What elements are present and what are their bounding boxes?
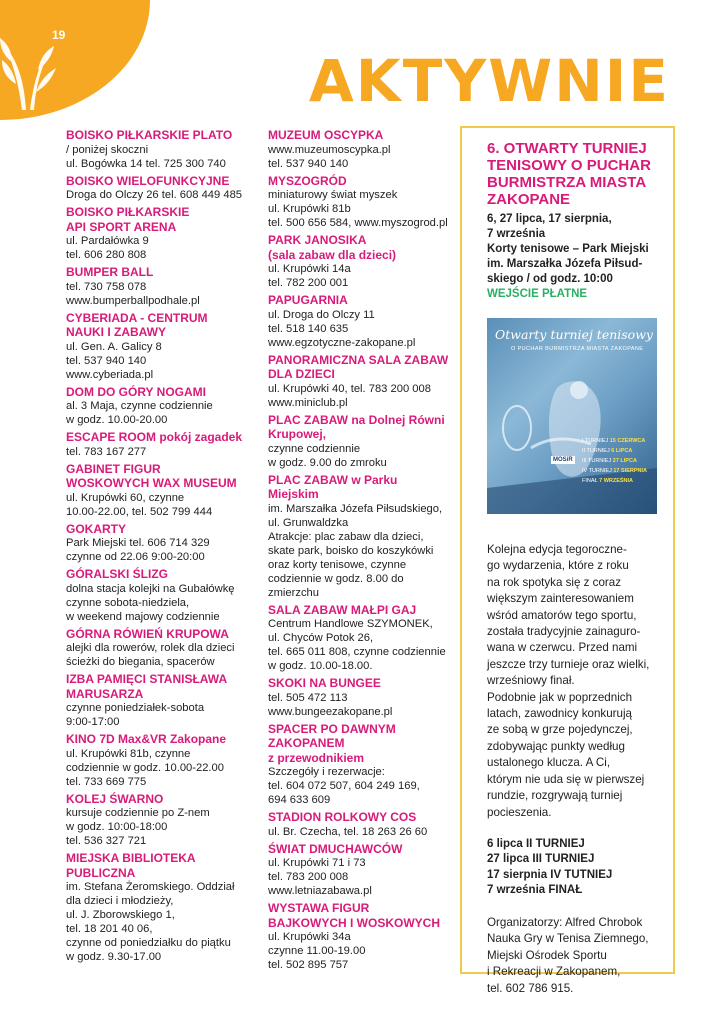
listing-title: BUMPER BALL bbox=[66, 265, 154, 279]
listing-detail: czynne sobota-niedziela, bbox=[66, 596, 190, 609]
listing-title: MUZEUM OSCYPKA bbox=[268, 128, 384, 142]
listing-title: CYBERIADA - CENTRUM bbox=[66, 310, 208, 325]
listing-detail: www.miniclub.pl bbox=[268, 396, 348, 409]
event-organizers bbox=[487, 915, 665, 997]
listing-detail: w godz. 9.30-17.00 bbox=[66, 951, 162, 963]
listing-detail: czynne od 22.06 9:00-20:00 bbox=[66, 551, 205, 563]
tournament-poster bbox=[487, 318, 657, 514]
listing-title: PAPUGARNIA bbox=[268, 293, 348, 307]
listing-title: BOISKO PIŁKARSKIE PLATO bbox=[66, 128, 233, 142]
listing-title: KOLEJ ŚWARNO bbox=[66, 791, 164, 806]
listing-detail: tel. 604 072 507, 604 249 169, bbox=[268, 780, 420, 792]
listing-detail: al. 3 Maja, czynne codziennie bbox=[66, 400, 213, 412]
listing-detail: codziennie w godz. 10.00-22.00 bbox=[66, 761, 224, 774]
listing-entry bbox=[66, 205, 262, 262]
listing-detail: dolna stacja kolejki na Gubałówkę bbox=[66, 582, 235, 595]
listing-entry bbox=[66, 385, 262, 428]
event-detail-line: Korty tenisowe – Park Miejski bbox=[487, 243, 649, 255]
listing-title: WOSKOWYCH WAX MUSEUM bbox=[66, 476, 237, 490]
listing-detail: tel. 783 200 008 bbox=[268, 871, 349, 883]
schedule-line: 17 sierpnia IV TUTNIEJ bbox=[487, 868, 613, 881]
wheat-icon bbox=[0, 0, 150, 120]
description-line: wrześniowy finał. bbox=[487, 674, 575, 688]
listing-entry bbox=[268, 293, 468, 350]
listing-detail: tel. 537 940 140 bbox=[268, 157, 349, 170]
event-detail-line: 6, 27 lipca, 17 sierpnia, bbox=[487, 213, 612, 225]
schedule-line: 7 września FINAŁ bbox=[487, 884, 583, 897]
poster-date-row bbox=[582, 476, 647, 486]
listing-detail: w godz. 10.00-20.00 bbox=[66, 414, 168, 426]
listing-title: STADION ROLKOWY COS bbox=[268, 810, 417, 824]
event-detail-line: skiego / od godz. 10:00 bbox=[487, 273, 613, 285]
schedule-line: 27 lipca III TURNIEJ bbox=[487, 853, 595, 866]
listing-title: KINO 7D Max&VR Zakopane bbox=[66, 732, 227, 746]
poster-title: Otwarty turniej tenisowy bbox=[495, 327, 653, 342]
event-title bbox=[487, 140, 665, 208]
event-title-line: 6. OTWARTY TURNIEJ bbox=[487, 140, 647, 157]
event-detail-line: im. Marszałka Józefa Piłsud- bbox=[487, 258, 643, 270]
listing-title: z przewodnikiem bbox=[268, 750, 365, 765]
listing-detail: w godz. 10.00-18.00. bbox=[268, 660, 373, 672]
listing-detail: ul. J. Zborowskiego 1, bbox=[66, 909, 175, 921]
listing-title: PLAC ZABAW w Parku bbox=[268, 472, 398, 487]
listing-detail: ul. Bogówka 14 tel. 725 300 740 bbox=[66, 157, 226, 170]
schedule-line: 6 lipca II TURNIEJ bbox=[487, 837, 585, 850]
description-line: Kolejna edycja tegoroczne- bbox=[487, 543, 627, 556]
poster-date-label: I TURNIEJ bbox=[581, 438, 609, 444]
listing-entry bbox=[66, 732, 262, 789]
listing-title: BAJKOWYCH I WOSKOWYCH bbox=[268, 915, 440, 930]
listing-entry bbox=[268, 413, 468, 470]
listing-entry bbox=[268, 810, 468, 839]
listing-title: PUBLICZNA bbox=[66, 865, 136, 880]
poster-date-row bbox=[582, 436, 647, 446]
poster-date-row bbox=[582, 456, 647, 466]
listing-detail: ul. Krupówki 71 i 73 bbox=[268, 857, 366, 869]
listing-detail: ul. Krupówki 34a bbox=[268, 931, 351, 943]
listing-title: SKOKI NA BUNGEE bbox=[268, 676, 381, 690]
organizers-line: Miejski Ośrodek Sportu bbox=[487, 948, 607, 962]
listing-entry bbox=[66, 522, 262, 565]
listing-entry bbox=[66, 430, 262, 459]
poster-date-row bbox=[582, 466, 647, 476]
description-line: została tradycyjnie zainaguro- bbox=[487, 625, 641, 639]
listing-entry bbox=[268, 603, 468, 674]
listing-entry bbox=[268, 128, 468, 171]
event-details bbox=[487, 212, 665, 287]
listing-detail: tel. 518 140 635 bbox=[268, 322, 349, 335]
listing-detail: ul. Br. Czecha, tel. 18 263 26 60 bbox=[268, 825, 428, 838]
event-title-line: ZAKOPANE bbox=[487, 191, 571, 208]
event-description bbox=[487, 542, 665, 821]
listing-detail: tel. 733 669 775 bbox=[66, 775, 147, 788]
listing-detail: ul. Chyców Potok 26, bbox=[268, 632, 374, 644]
listing-detail: tel. 606 280 808 bbox=[66, 249, 147, 261]
listing-title: GÓRNA RÓWIEŃ KRUPOWA bbox=[66, 626, 229, 641]
listing-entry bbox=[268, 473, 468, 600]
listing-entry bbox=[66, 265, 262, 308]
listing-detail: www.muzeumoscypka.pl bbox=[268, 143, 391, 156]
listing-title: Miejskim bbox=[268, 487, 319, 501]
event-title-line: BURMISTRZA MIASTA bbox=[487, 174, 647, 191]
description-line: ze sobą w grze pojedynczej, bbox=[487, 723, 633, 737]
listing-detail: ul. Krupówki 81b bbox=[268, 203, 351, 215]
poster-dates bbox=[582, 436, 647, 486]
listing-detail: im. Stefana Żeromskiego. Oddział bbox=[66, 881, 235, 893]
listing-detail: www.egzotyczne-zakopane.pl bbox=[268, 336, 416, 349]
organizers-line: i Rekreacji w Zakopanem, bbox=[487, 965, 621, 979]
listing-title: WYSTAWA FIGUR bbox=[268, 901, 370, 915]
listing-entry bbox=[268, 676, 468, 719]
listing-detail: zmierzchu bbox=[268, 586, 319, 599]
listing-title: PLAC ZABAW na Dolnej Równi bbox=[268, 412, 445, 427]
listing-entry bbox=[66, 174, 262, 203]
listing-title: DLA DZIECI bbox=[268, 367, 335, 381]
listing-detail: kursuje codziennie po Z-nem bbox=[66, 807, 210, 819]
listing-detail: tel. 536 327 721 bbox=[66, 835, 147, 847]
listing-title: PARK JANOSIKA bbox=[268, 233, 367, 247]
event-box bbox=[460, 126, 675, 995]
listing-title: GÓRALSKI ŚLIZG bbox=[66, 567, 168, 581]
listing-title: MARUSARZA bbox=[66, 686, 144, 701]
poster-date-value: 6 LIPCA bbox=[611, 448, 633, 454]
listing-detail: / poniżej skoczni bbox=[66, 143, 149, 156]
listing-entry bbox=[268, 842, 468, 899]
listing-entry bbox=[66, 311, 262, 382]
listing-title: PANORAMICZNA SALA ZABAW bbox=[268, 352, 449, 367]
listing-detail: ul. Gen. A. Galicy 8 bbox=[66, 340, 162, 353]
listing-detail: ul. Krupówki 14a bbox=[268, 263, 351, 275]
listing-title: MYSZOGRÓD bbox=[268, 173, 347, 188]
description-line: większym zainteresowaniem bbox=[487, 592, 634, 606]
description-line: wana w czerwcu. Przed nami bbox=[487, 641, 638, 655]
listing-detail: ul. Krupówki 60, czynne bbox=[66, 491, 185, 504]
listing-title: DOM DO GÓRY NOGAMI bbox=[66, 384, 207, 399]
description-line: pocieszenia. bbox=[487, 805, 552, 819]
listing-title: Krupowej, bbox=[268, 427, 327, 441]
listing-detail: Centrum Handlowe SZYMONEK, bbox=[268, 618, 433, 630]
listing-title: BOISKO WIELOFUNKCYJNE bbox=[66, 173, 230, 188]
listing-detail: 10.00-22.00, tel. 502 799 444 bbox=[66, 505, 213, 518]
listing-title: BOISKO PIŁKARSKIE bbox=[66, 205, 190, 219]
organizers-line: Organizatorzy: Alfred Chrobok bbox=[487, 915, 643, 929]
listing-title: (sala zabaw dla dzieci) bbox=[268, 247, 397, 262]
listing-detail: w godz. 9.00 do zmroku bbox=[268, 456, 387, 469]
listing-detail: www.cyberiada.pl bbox=[66, 368, 154, 381]
listing-title: ŚWIAT DMUCHAWCÓW bbox=[268, 841, 403, 856]
listing-detail: 9:00-17:00 bbox=[66, 716, 120, 728]
listing-detail: im. Marszałka Józefa Piłsudskiego, bbox=[268, 502, 443, 515]
listing-detail: ul. Krupówki 81b, czynne bbox=[66, 747, 191, 760]
listing-entry bbox=[66, 792, 262, 849]
listing-detail: ul. Krupówki 40, tel. 783 200 008 bbox=[268, 382, 431, 395]
listing-detail: oraz korty tenisowe, czynne bbox=[268, 558, 407, 571]
listing-title: GOKARTY bbox=[66, 521, 126, 536]
page-heading: AKTYWNIE bbox=[308, 47, 670, 115]
listing-detail: skate park, boisko do koszykówki bbox=[268, 544, 434, 557]
poster-date-row bbox=[582, 446, 647, 456]
listing-entry bbox=[268, 901, 468, 972]
listing-title: MIEJSKA BIBLIOTEKA bbox=[66, 851, 196, 865]
organizers-line: Nauka Gry w Tenisa Ziemnego, bbox=[487, 932, 649, 946]
listing-detail: Szczegóły i rezerwacje: bbox=[268, 766, 385, 778]
poster-date-label: FINAŁ bbox=[581, 478, 598, 484]
listing-title: ESCAPE ROOM pokój zagadek bbox=[66, 430, 243, 444]
listing-title: IZBA PAMIĘCI STANISŁAWA bbox=[66, 672, 228, 686]
poster-date-value: 17 SIERPNIA bbox=[613, 468, 647, 474]
listing-detail: tel. 782 200 001 bbox=[268, 277, 349, 289]
listing-detail: codziennie w godz. 8.00 do bbox=[268, 572, 404, 585]
listing-detail: czynne poniedziałek-sobota bbox=[66, 702, 205, 714]
poster-subtitle: O PUCHAR BURMISTRZA MIASTA ZAKOPANE bbox=[511, 346, 644, 352]
poster-date-value: 7 WRZEŚNIA bbox=[599, 478, 634, 484]
listing-detail: dla dzieci i młodzieży, bbox=[66, 895, 174, 907]
listing-title: SPACER PO DAWNYM bbox=[268, 721, 396, 736]
listing-detail: w weekend majowy codziennie bbox=[66, 610, 220, 623]
listing-title: ZAKOPANEM bbox=[268, 736, 345, 750]
listing-entry bbox=[66, 567, 262, 624]
page-number: 19 bbox=[52, 28, 66, 42]
listing-detail: tel. 500 656 584, www.myszogrod.pl bbox=[268, 217, 448, 229]
poster-date-label: II TURNIEJ bbox=[581, 448, 610, 454]
listing-entry bbox=[268, 174, 468, 231]
listing-detail: tel. 537 940 140 bbox=[66, 354, 147, 367]
listing-detail: Atrakcje: plac zabaw dla dzieci, bbox=[268, 530, 424, 543]
listing-detail: alejki dla rowerów, rolek dla dzieci bbox=[66, 642, 235, 654]
listing-detail: czynne 11.00-19.00 bbox=[268, 945, 366, 957]
listing-detail: www.bumperballpodhale.pl bbox=[66, 294, 200, 307]
description-line: wśród amatorów tego sportu, bbox=[487, 608, 637, 622]
listing-detail: Park Miejski tel. 606 714 329 bbox=[66, 537, 210, 549]
description-line: Podobnie jak w poprzednich bbox=[487, 690, 633, 704]
listing-entry bbox=[268, 353, 468, 410]
listing-entry bbox=[268, 233, 468, 290]
listing-title: API SPORT ARENA bbox=[66, 219, 177, 234]
event-schedule bbox=[487, 837, 665, 899]
poster-date-value: 27 LIPCA bbox=[612, 458, 637, 464]
listing-detail: w godz. 10:00-18:00 bbox=[66, 821, 168, 833]
event-title-line: TENISOWY O PUCHAR bbox=[487, 157, 651, 174]
listing-detail: czynne codziennie bbox=[268, 442, 361, 455]
event-detail-line: 7 września bbox=[487, 228, 546, 240]
listing-entry bbox=[66, 128, 262, 171]
listing-detail: tel. 665 011 808, czynne codziennie bbox=[268, 646, 446, 658]
poster-date-label: IV TURNIEJ bbox=[581, 468, 612, 474]
listing-entry bbox=[66, 462, 262, 519]
listing-entry bbox=[66, 851, 262, 964]
organizers-line: tel. 602 786 915. bbox=[487, 981, 574, 995]
listing-title: NAUKI I ZABAWY bbox=[66, 325, 166, 339]
listing-detail: tel. 18 201 40 06, bbox=[66, 923, 153, 935]
listing-detail: tel. 502 895 757 bbox=[268, 959, 349, 971]
listing-detail: ul. Pardałówka 9 bbox=[66, 235, 149, 247]
listing-detail: www.bungeezakopane.pl bbox=[268, 705, 393, 718]
poster-date-value: 15 CZERWCA bbox=[609, 438, 646, 444]
listing-detail: ul. Grunwaldzka bbox=[268, 516, 349, 529]
listing-detail: ścieżki do biegania, spacerów bbox=[66, 656, 215, 668]
description-line: go wydarzenia, które z roku bbox=[487, 559, 629, 573]
listing-detail: tel. 505 472 113 bbox=[268, 691, 348, 704]
corner-decoration bbox=[0, 0, 150, 120]
listing-title: SALA ZABAW MAŁPI GAJ bbox=[268, 602, 417, 617]
description-line: jeszcze trzy turnieje oraz wielki, bbox=[487, 657, 650, 671]
listing-column-middle bbox=[268, 128, 468, 975]
description-line: którym nie uda się w pierwszej bbox=[487, 772, 645, 786]
listing-detail: tel. 730 758 078 bbox=[66, 280, 147, 293]
event-fee: WEJŚCIE PŁATNE bbox=[487, 288, 588, 300]
listing-detail: miniaturowy świat myszek bbox=[268, 189, 398, 201]
listing-detail: 694 633 609 bbox=[268, 794, 331, 806]
description-line: rundzie, rozgrywają turniej bbox=[487, 789, 623, 803]
description-line: latach, zawodnicy konkurują bbox=[487, 707, 633, 721]
listing-entry bbox=[268, 722, 468, 808]
listing-detail: www.letniazabawa.pl bbox=[268, 885, 372, 897]
listing-column-left bbox=[66, 128, 262, 967]
poster-logo: MOSiR bbox=[553, 457, 573, 463]
listing-title: GABINET FIGUR bbox=[66, 461, 161, 476]
listing-detail: czynne od poniedziałku do piątku bbox=[66, 937, 231, 949]
listing-entry bbox=[66, 672, 262, 729]
description-line: na rok spotyka się z coraz bbox=[487, 575, 622, 589]
listing-entry bbox=[66, 627, 262, 670]
description-line: zdobywając punkty według bbox=[487, 739, 625, 753]
listing-detail: ul. Droga do Olczy 11 bbox=[268, 308, 375, 321]
description-line: ustalonego klucza. A Ci, bbox=[487, 756, 611, 770]
listing-detail: tel. 783 167 277 bbox=[66, 445, 147, 458]
listing-detail: Droga do Olczy 26 tel. 608 449 485 bbox=[66, 189, 243, 201]
poster-date-label: III TURNIEJ bbox=[581, 458, 612, 464]
